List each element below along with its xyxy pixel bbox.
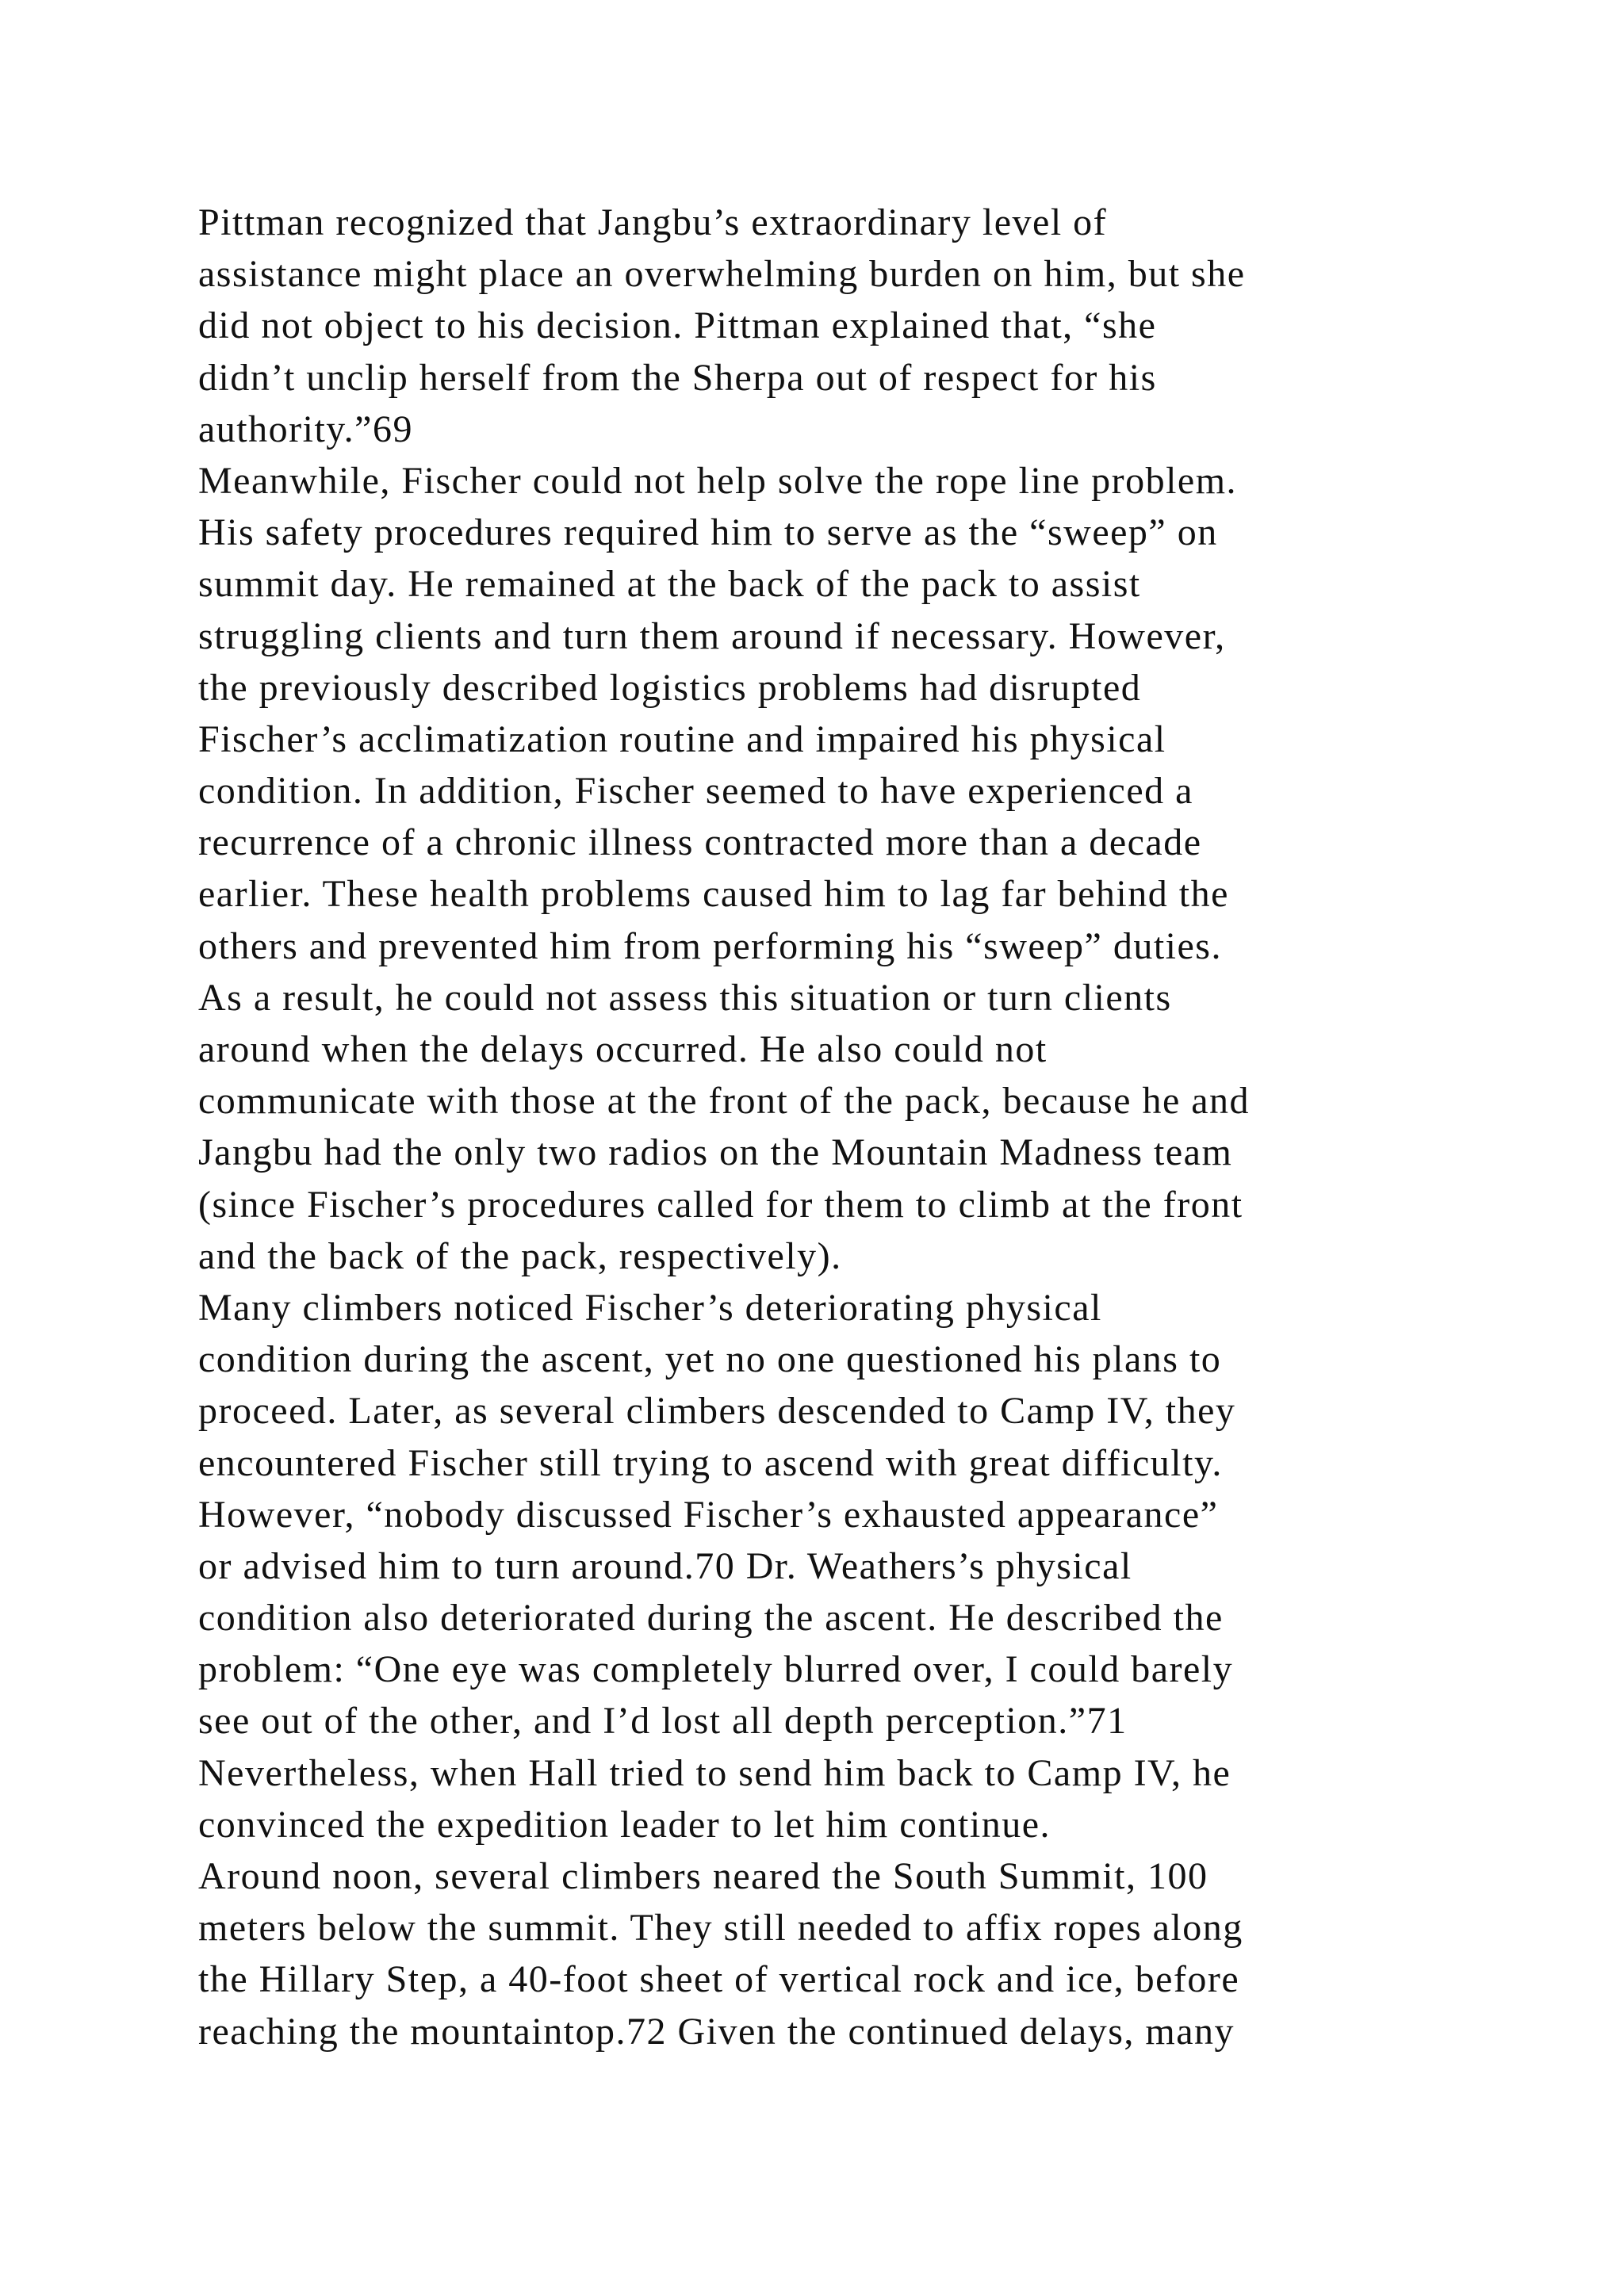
text-line: His safety procedures required him to serve as the “sweep” on <box>198 511 1218 554</box>
text-line: Nevertheless, when Hall tried to send him back to Camp IV, he <box>198 1751 1231 1794</box>
text-line: Many climbers noticed Fischer’s deteriorating physical <box>198 1286 1102 1329</box>
text-line: around when the delays occurred. He also could not <box>198 1028 1048 1070</box>
text-line: encountered Fischer still trying to ascend with great difficulty. <box>198 1441 1223 1484</box>
text-line: problem: “One eye was completely blurred over, I could barely <box>198 1648 1234 1691</box>
text-line: or advised him to turn around.70 Dr. Weathers’s physical <box>198 1544 1132 1587</box>
text-line: recurrence of a chronic illness contracted more than a decade <box>198 821 1202 864</box>
text-line: condition. In addition, Fischer seemed to have experienced a <box>198 770 1193 813</box>
text-line: convinced the expedition leader to let him continue. <box>198 1803 1051 1846</box>
text-line: struggling clients and turn them around if necessary. However, <box>198 614 1226 657</box>
text-line: assistance might place an overwhelming burden on him, but she <box>198 253 1246 296</box>
text-line: proceed. Later, as several climbers descended to Camp IV, they <box>198 1390 1236 1433</box>
text-line: condition during the ascent, yet no one questioned his plans to <box>198 1338 1222 1381</box>
text-line: Jangbu had the only two radios on the Mountain Madness team <box>198 1131 1233 1174</box>
text-line: others and prevented him from performing his “sweep” duties. <box>198 924 1222 967</box>
text-line: communicate with those at the front of the pack, because he and <box>198 1080 1251 1123</box>
text-line: However, “nobody discussed Fischer’s exhausted appearance” <box>198 1493 1219 1536</box>
text-line: the previously described logistics problems had disrupted <box>198 666 1142 709</box>
text-line: Pittman recognized that Jangbu’s extraordinary level of <box>198 201 1108 243</box>
text-line: didn’t unclip herself from the Sherpa out of respect for his <box>198 356 1157 399</box>
text-line: did not object to his decision. Pittman explained that, “she <box>198 304 1157 347</box>
text-line: see out of the other, and I’d lost all depth perception.”71 <box>198 1700 1128 1743</box>
body-text <box>198 197 1546 2057</box>
text-line: authority.”69 <box>198 408 413 450</box>
text-line: As a result, he could not assess this situation or turn clients <box>198 976 1172 1019</box>
text-line: Fischer’s acclimatization routine and impaired his physical <box>198 718 1166 760</box>
text-line: reaching the mountaintop.72 Given the continued delays, many <box>198 2010 1235 2053</box>
text-line: the Hillary Step, a 40-foot sheet of vertical rock and ice, before <box>198 1958 1240 2001</box>
text-line: meters below the summit. They still needed to affix ropes along <box>198 1907 1243 1950</box>
text-line: Around noon, several climbers neared the South Summit, 100 <box>198 1855 1208 1897</box>
text-line: and the back of the pack, respectively). <box>198 1234 842 1277</box>
text-line: Meanwhile, Fischer could not help solve the rope line problem. <box>198 459 1238 502</box>
text-line: summit day. He remained at the back of the pack to assist <box>198 563 1141 606</box>
text-line: earlier. These health problems caused him to lag far behind the <box>198 873 1229 916</box>
text-line: condition also deteriorated during the ascent. He described the <box>198 1597 1224 1640</box>
text-line: (since Fischer’s procedures called for them to climb at the front <box>198 1183 1243 1226</box>
